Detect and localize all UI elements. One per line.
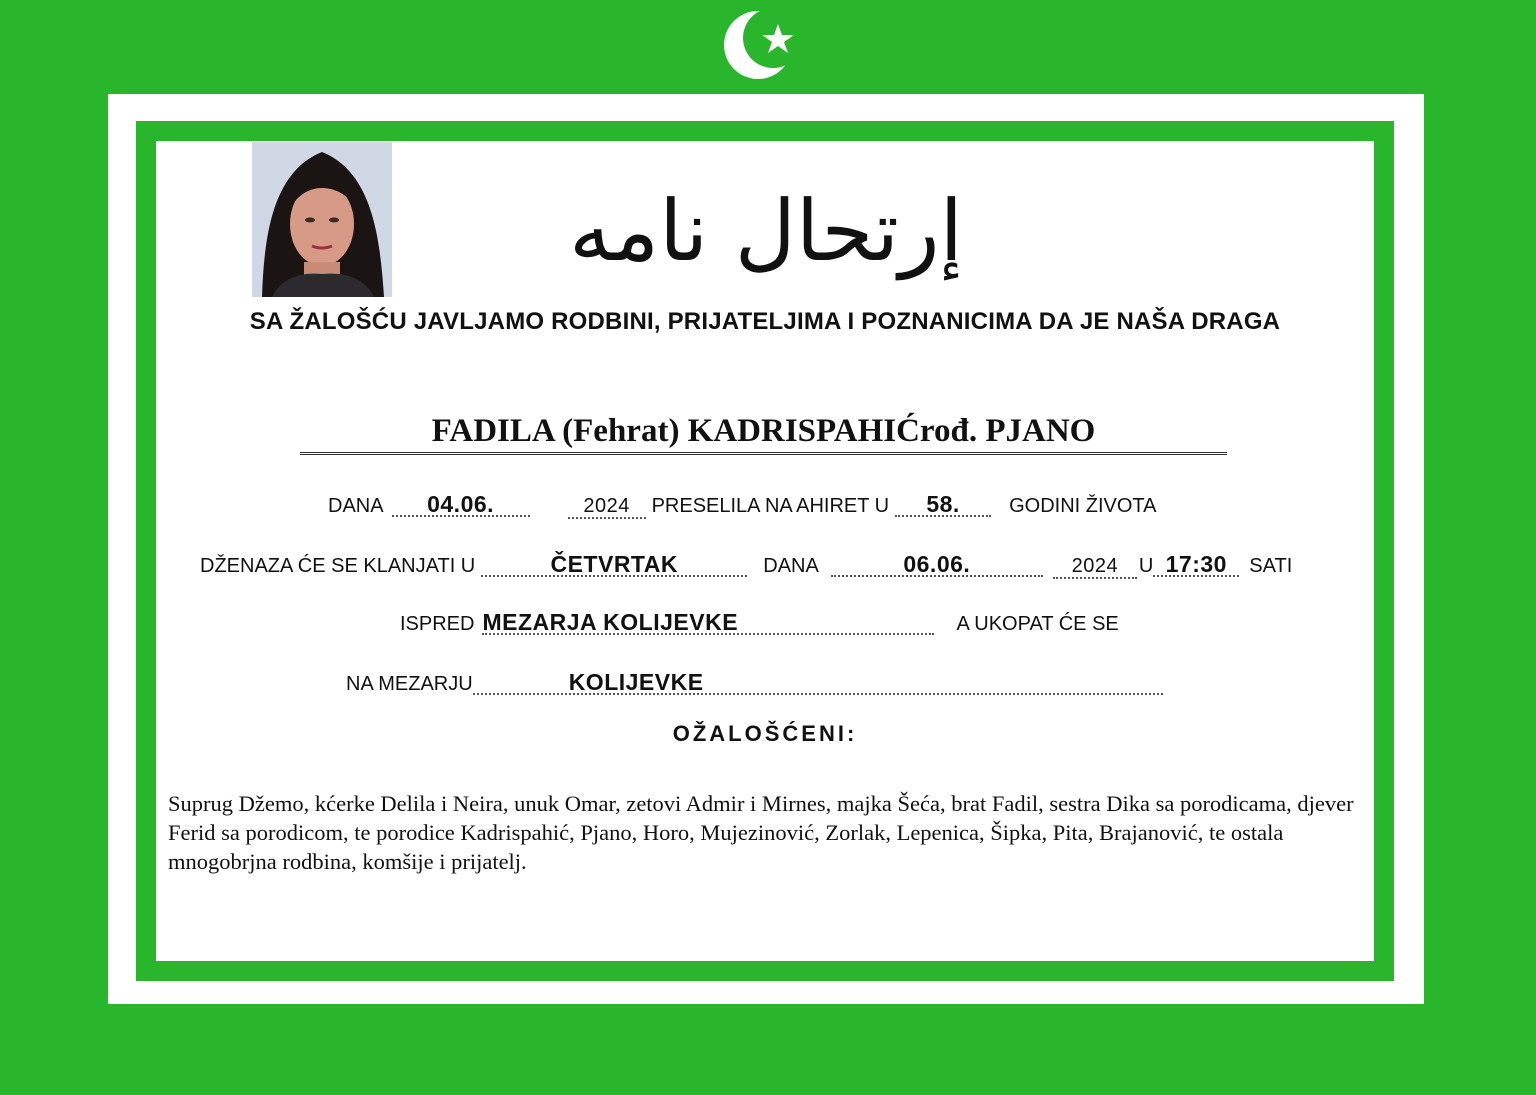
label-dana: DANA	[328, 495, 384, 517]
location-row	[400, 611, 1119, 636]
label-dzenaza: DŽENAZA ĆE SE KLANJATI U	[200, 555, 476, 577]
cemetery-row	[346, 671, 1163, 696]
funeral-year-value: 2024	[1053, 555, 1137, 579]
intro-text: SA ŽALOŠĆU JAVLJAMO RODBINI, PRIJATELJIMA I POZNANICIMA DA JE NAŠA DRAGA	[249, 308, 1281, 335]
label-u: U	[1138, 555, 1154, 577]
label-na-mezarju: NA MEZARJU	[346, 673, 473, 695]
deceased-name: FADILA (Fehrat) KADRISPAHIĆrođ. PJANO	[300, 413, 1227, 455]
label-dana-2: DANA	[763, 555, 819, 577]
death-year-value: 2024	[568, 495, 646, 519]
label-preselila: PRESELILA NA AHIRET U	[651, 495, 890, 517]
crescent-star-icon	[718, 2, 804, 88]
age-value: 58.	[895, 493, 991, 517]
death-date-row	[328, 493, 1157, 519]
funeral-prayer-row	[200, 553, 1292, 579]
label-ukopat: A UKOPAT ĆE SE	[956, 613, 1119, 635]
funeral-time-value: 17:30	[1153, 553, 1239, 577]
death-date-value: 04.06.	[392, 493, 530, 517]
label-sati: SATI	[1249, 555, 1293, 577]
prayer-place-value: MEZARJA KOLIJEVKE	[482, 611, 934, 635]
cemetery-value: KOLIJEVKE	[473, 671, 1163, 695]
label-godini-zivota: GODINI ŽIVOTA	[1009, 495, 1157, 517]
funeral-date-value: 06.06.	[831, 553, 1043, 577]
mourners-text: Suprug Džemo, kćerke Delila i Neira, unuk Omar, zetovi Admir i Mirnes, majka Šeća, brat Fadil, sestra Dika sa porodicama, djever Ferid sa porodicom, te porodice Kadrispahić, Pjano, Horo, Mujezinović, Zorlak, Lepenica, Šipka, Pita, Brajanović, te ostala mnogobrjna rodbina, komšije i prijatelj.	[168, 791, 1354, 874]
mourners-heading: OŽALOŠĆENI:	[672, 721, 858, 746]
weekday-value: ČETVRTAK	[481, 553, 747, 577]
deceased-photo	[252, 142, 392, 297]
obituary-card	[156, 141, 1374, 961]
arabic-title: إرتحال نامه	[569, 182, 963, 280]
label-ispred: ISPRED	[400, 613, 475, 635]
